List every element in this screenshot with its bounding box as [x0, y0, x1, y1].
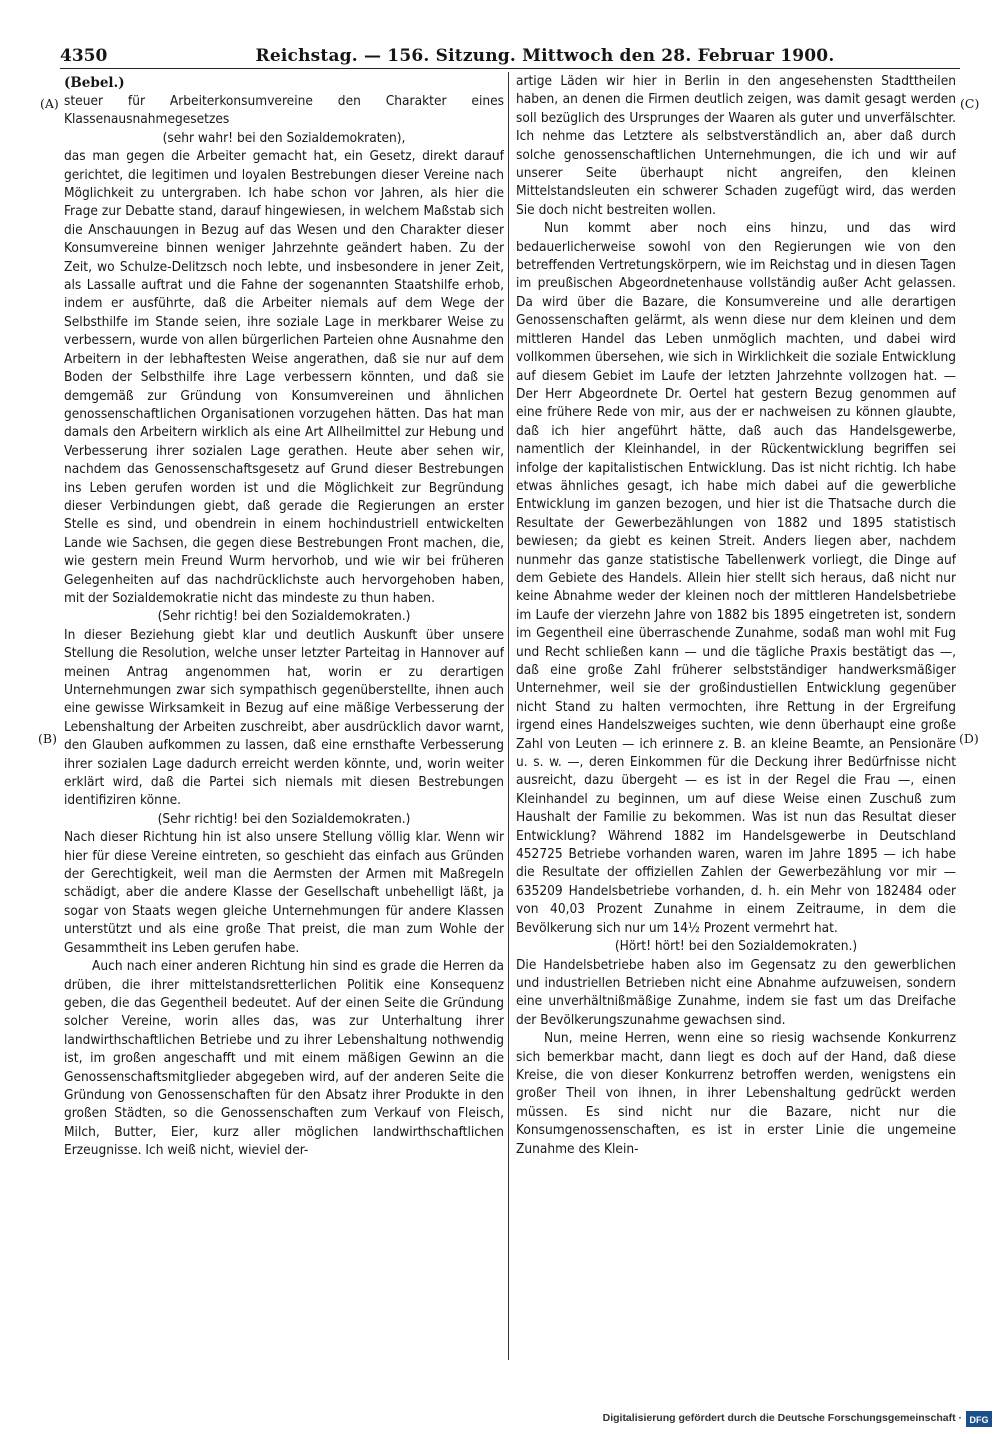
interjection: (sehr wahr! bei den Sozialdemokraten),	[162, 129, 406, 146]
dfg-logo-text: DFG	[969, 1415, 989, 1425]
interjection: (Sehr richtig! bei den Sozialdemokraten.)	[157, 810, 411, 827]
paragraph: Auch nach einer anderen Richtung hin sind es grade die Herren da drüben, die ihrer mittelstandsretterlichen Politik eine Konsequenz geben, die das Gegentheil bedeutet. Auf der einen Seite die Gründung solcher Vereine, worin alles das, was zur Unterhaltung ihrer landwirthschaftlichen Betriebe und zu ihrer Lebenshaltung nothwendig ist, im großen angeschafft und mit einem mäßigen Gewinn an die Genossenschaftsmitglieder abgegeben wird, auf der anderen Seite die Gründung von Genossenschaften für den Absatz ihrer Produkte in den großen Städten, so die Genossenschaften zum Verkauf von Fleisch, Milch, Butter, Eier, kurz aller möglichen landwirthschaftlichen Erzeugnisse. Ich weiß nicht, wieviel der-	[64, 958, 504, 1159]
header-rule	[60, 68, 960, 69]
digitization-credit: Digitalisierung gefördert durch die Deutsche Forschungsgemeinschaft ·	[602, 1412, 962, 1424]
page-number: 4350	[60, 46, 108, 66]
left-column	[64, 72, 504, 1362]
paragraph: Die Handelsbetriebe haben also im Gegensatz zu den gewerblichen und industriellen Betrieben nicht eine Abnahme aufzuweisen, sondern eine unverhältnißmäßige Zunahme, indem sie fast um das Dreifache der Bevölkerungszunahme gewachsen sind.	[516, 956, 956, 1028]
speaker-label: (Bebel.)	[64, 75, 125, 91]
interjection: (Sehr richtig! bei den Sozialdemokraten.)	[157, 608, 411, 625]
margin-marker-b: (B)	[38, 731, 57, 746]
interjection: (Hört! hört! bei den Sozialdemokraten.)	[614, 938, 858, 955]
paragraph: Nun, meine Herren, wenn eine so riesig wachsende Konkurrenz sich bemerkbar macht, dann liegt es doch auf der Hand, daß diese Kreise, die von dieser Konkurrenz betroffen werden, wenigstens ein großer Theil von ihnen, in ihrer Lebenshaltung gedrückt werden müssen. Es sind nicht nur die Bazare, nicht nur die Konsumgenossenschaften, es ist in erster Linie die ungemeine Zunahme des Klein-	[516, 1030, 956, 1157]
paragraph: Nun kommt aber noch eins hinzu, und das wird bedauerlicherweise sowohl von den Regierungen wie von den betreffenden Vertretungskörpern, wie im Reichstag und in diesen Tagen im preußischen Abgeordnetenhause vollständig außer Acht gelassen. Da wird über die Bazare, die Konsumvereine und alle derartigen Genossenschaften gelärmt, als wenn diese nur dem kleinen und dem mittleren Handel das Leben unmöglich machten, und dabei wird vollkommen übersehen, wie sich in Wirklichkeit die soziale Entwicklung auf diesem Gebiet im Laufe der letzten Jahrzehnte vollzogen hat. — Der Herr Abgeordnete Dr. Oertel hat gestern Bezug genommen auf eine frühere Rede von mir, aus der er nachweisen zu können glaubte, daß ich hier angeführt hätte, daß auch das Handelsgewerbe, namentlich der Kleinhandel, in der Rückentwicklung begriffen sei infolge der kapitalistischen Entwicklung. Das ist nicht richtig. Ich habe etwas ähnliches gesagt, ich habe mich dabei auf die gewerbliche Entwicklung im ganzen bezogen, und hier ist die Thatsache durch die Resultate der Gewerbezählungen von 1882 und 1895 statistisch bewiesen; da giebt es keinen Streit. Anders liegen aber, nachdem nunmehr das ganze statistische Tabellenwerk vorliegt, die Dinge auf dem Gebiete des Handels. Allein hier stellt sich heraus, daß nicht nur keine Abnahme weder der kleinen noch der mittleren Handelsbetriebe im Laufe der vierzehn Jahre von 1882 bis 1895 eingetreten ist, sondern im Gegentheil eine überraschende Zunahme, sodaß man wohl mit Fug und Recht schließen kann — und die tägliche Praxis bestätigt das —, daß eine große Zahl früherer selbstständiger handwerksmäßiger Unternehmer, weil sie der großindustiellen Entwicklung gegenüber nicht Stand zu halten vermochten, ihre Rettung in der Ergreifung irgend eines Handelszweiges suchten, wie denn überhaupt eine große Zahl von Leuten — ich erinnere z. B. an kleine Beamte, an Pensionäre u. s. w. —, deren Einkommen für die Deckung ihrer Bedürfnisse nicht ausreicht, dazu übergeht — es ist in der Regel die Frau —, einen Kleinhandel zu beginnen, um auf diese Weise einen Zuschuß zum Haushalt der Familie zu bekommen. Was ist nun das Resultat dieser Entwicklung? Während 1882 im Handelsgewerbe in Deutschland 452725 Betriebe vorhanden waren, waren im Jahre 1895 — ich habe die Resultate der offiziellen Zahlen der Gewerbezählung vor mir — 635209 Handelsbetriebe vorhanden, d. h. ein Mehr von 182484 oder von 40,03 Prozent Zunahme in einem Zeitraume, in dem die Bevölkerung sich nur um 14½ Prozent vermehrt hat.	[516, 220, 956, 936]
dfg-logo-icon	[966, 1411, 992, 1427]
page-footer	[600, 1411, 992, 1431]
paragraph: Nach dieser Richtung hin ist also unsere Stellung völlig klar. Wenn wir hier für diese Vereine eintreten, so geschieht das einfach aus Gründen der Gerechtigkeit, weil man die Aermsten der Armen mit Maßregeln schädigt, aber die andere Klasse der Gesellschaft unbehelligt läßt, ja sogar von Staats wegen gleiche Unternehmungen für andere Klassen unterstützt und als eine große That preist, die man zum Wohle der Gesammtheit ins Leben gerufen habe.	[64, 829, 504, 956]
paragraph: steuer für Arbeiterkonsumvereine den Charakter eines Klassenausnahmegesetzes	[64, 93, 504, 128]
right-column-text	[516, 72, 956, 1158]
right-column	[516, 72, 956, 1362]
column-divider	[508, 72, 509, 1360]
margin-marker-c: (C)	[960, 96, 980, 111]
margin-marker-d: (D)	[959, 731, 979, 746]
page-header	[60, 0, 960, 66]
running-title: Reichstag. — 156. Sitzung. Mittwoch den 28. Februar 1900.	[255, 46, 835, 66]
left-column-text	[64, 92, 504, 1160]
margin-marker-a: (A)	[40, 96, 59, 111]
paragraph: artige Läden wir hier in Berlin in den angesehensten Stadttheilen haben, an denen die Firmen deutlich zeigen, was damit gesagt werden soll bezüglich des Ursprunges der Waaren als guter und unverfälschter. Ich nehme das Letztere als selbstverständlich an, aber daß durch solche genossenschaftlichen Unternehmungen, die ich und wir auf unserer Seite überhaupt nicht angreifen, den kleinen Mittelstandsleuten ein schwerer Schaden zugefügt wird, das werden Sie doch nicht bestreiten wollen.	[516, 73, 956, 218]
paragraph: das man gegen die Arbeiter gemacht hat, ein Gesetz, direkt darauf gerichtet, die legitimen und loyalen Bestrebungen dieser Vereine nach Möglichkeit zu untergraben. Ich habe schon vor Jahren, als hier die Frage zur Debatte stand, darauf hingewiesen, in welchem Maßstab sich die Anschauungen in Bezug auf das Wesen und den Charakter dieser Konsumvereine binnen weniger Jahrzehnte geändert haben. Zu der Zeit, wo Schulze-Delitzsch noch lebte, und insbesondere in jener Zeit, als Lassalle auftrat und die Fahne der sogenannten Staatshilfe erhob, indem er ausführte, daß die Arbeiter niemals auf dem Wege der Selbsthilfe im Stande seien, ihre soziale Lage in merkbarer Weise zu verbessern, wurde von allen bürgerlichen Parteien ohne Ausnahme den Arbeitern in der lebhaftesten Weise angerathen, daß sie nur auf dem Boden der Selbsthilfe ihre Lage verbessern könnten, und daß sie demgemäß zur Gründung von Konsumvereinen und ähnlichen genossenschaftlichen Organisationen vorzugehen hätten. Das hat man damals den Arbeitern wirklich als eine Art Allheilmittel zur Hebung und Verbesserung ihrer sozialen Lage gerathen. Heute aber sehen wir, nachdem das Genossenschaftsgesetz auf Grund dieser Bestrebungen ins Leben gerufen worden ist und die Möglichkeit zur Begründung dieser Verbindungen giebt, daß gerade die Regierungen an erster Stelle es sind, und obendrein in einem hochindustriell entwickelten Lande wie Sachsen, die gegen diese Bestrebungen Front machen, die, wie gestern mein Freund Wurm hervorhob, und wie wir bei früheren Gelegenheiten auf das nachdrücklichste auch hervorgehoben haben, mit der Sozialdemokratie nicht das mindeste zu thun haben.	[64, 148, 504, 606]
paragraph: In dieser Beziehung giebt klar und deutlich Auskunft über unsere Stellung die Resolution, welche unser letzter Parteitag in Hannover auf meinen Antrag angenommen hat, worin er zu derartigen Unternehmungen zwar sich sympathisch gegenüberstellte, ihnen auch eine gewisse Wirksamkeit in Bezug auf eine mäßige Verbesserung der Lebenshaltung der Arbeiten zuschreibt, aber ausdrücklich davor warnt, den Glauben aufkommen zu lassen, daß eine ernsthafte Verbesserung ihrer sozialen Lage dadurch erreicht werden könnte, und, worin weiter erklärt wird, daß die Partei sich niemals mit diesen Bestrebungen identifiziren könne.	[64, 626, 504, 809]
